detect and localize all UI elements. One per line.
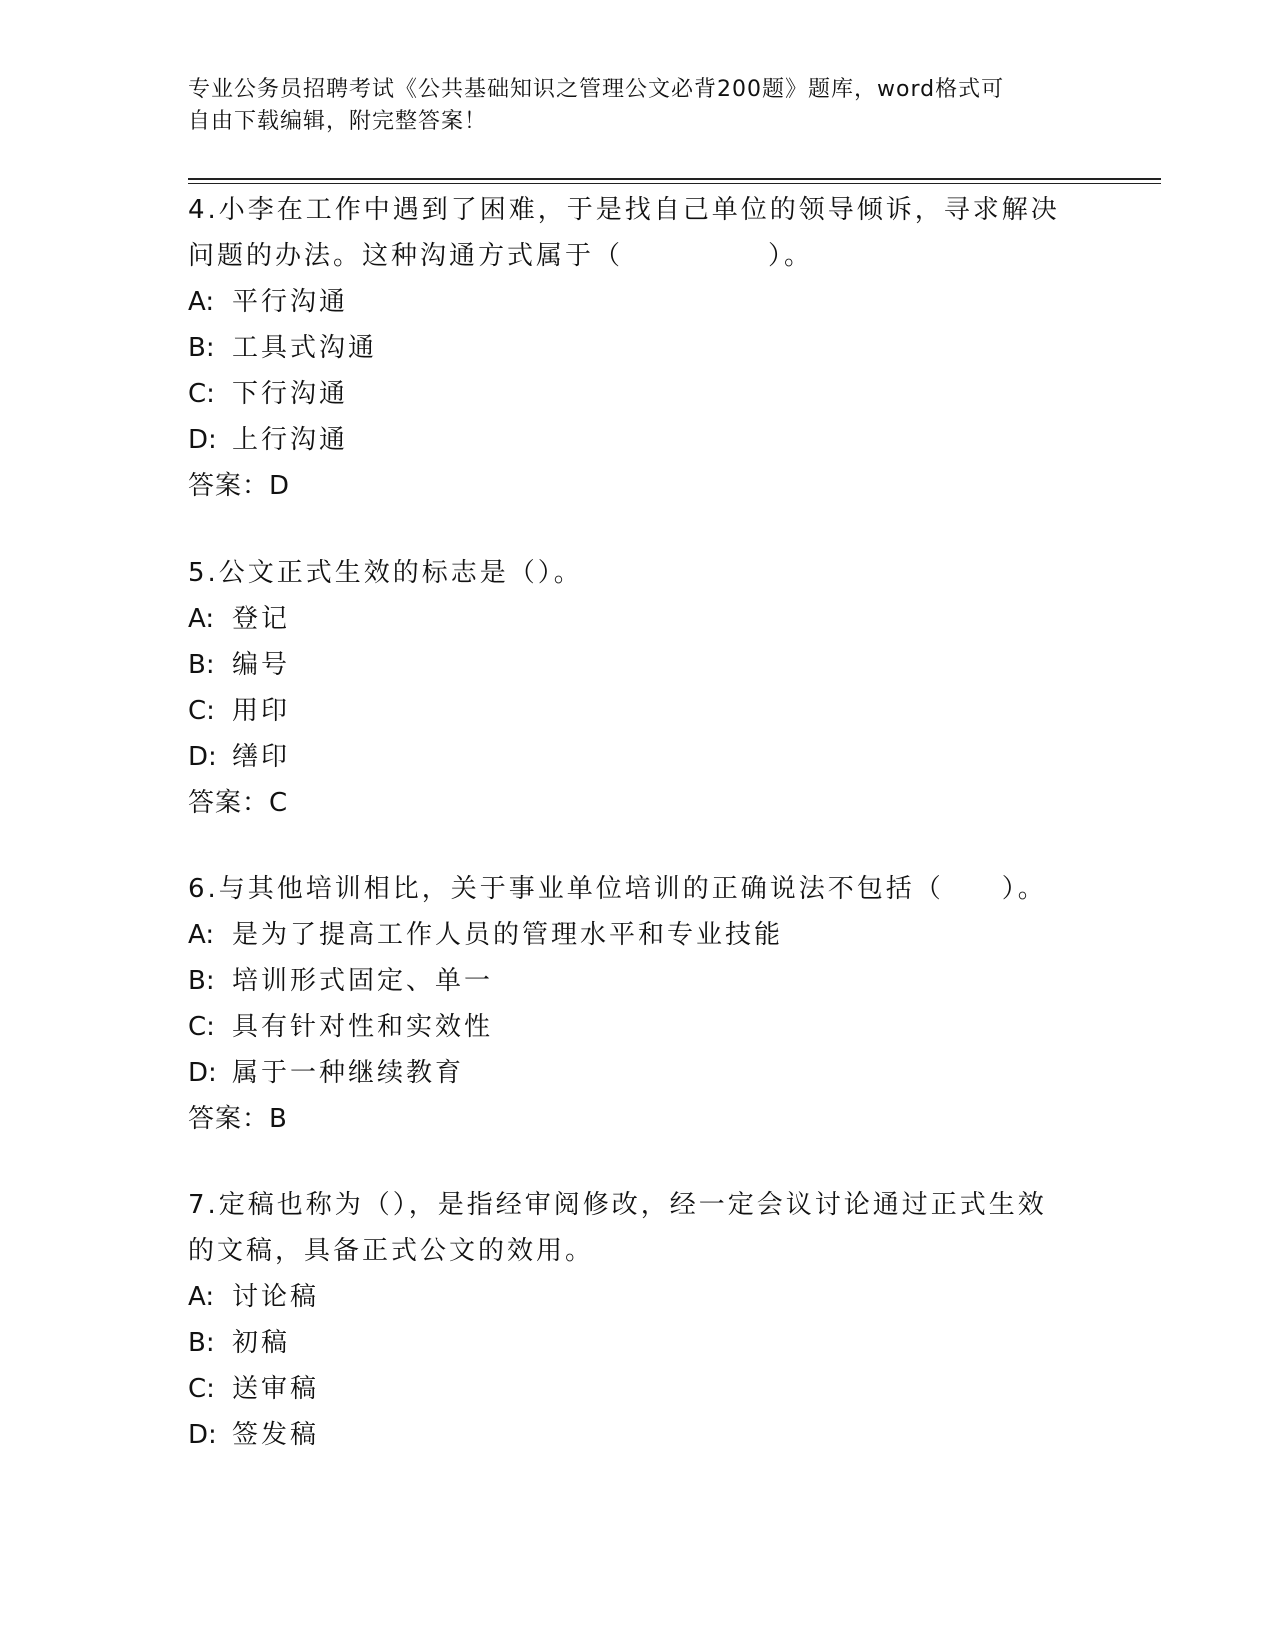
option-a: [188, 912, 1088, 958]
option-d: [188, 1412, 1088, 1458]
option-d: [188, 417, 1088, 463]
option-text: 初稿: [232, 1328, 291, 1358]
option-text: 工具式沟通: [232, 333, 378, 363]
option-text: 用印: [232, 696, 291, 726]
answer-line: 答案：C: [188, 788, 289, 818]
option-letter: B:: [188, 966, 215, 996]
option-text: 编号: [232, 650, 291, 680]
option-a: [188, 596, 1088, 642]
option-letter: A:: [188, 920, 215, 950]
question-text-line-2: 问题的办法。这种沟通方式属于（ ）。: [188, 241, 814, 271]
option-letter: B:: [188, 333, 215, 363]
question-text-line-1: 6.与其他培训相比，关于事业单位培训的正确说法不包括（ ）。: [188, 874, 1047, 904]
option-a: [188, 279, 1088, 325]
option-b: [188, 958, 1088, 1004]
option-d: [188, 734, 1088, 780]
option-text: 登记: [232, 604, 291, 634]
option-letter: C:: [188, 1012, 215, 1042]
option-text: 培训形式固定、单一: [232, 966, 494, 996]
header-divider-thin: [188, 183, 1161, 184]
question-text-line-1: 4.小李在工作中遇到了困难，于是找自己单位的领导倾诉，寻求解决: [188, 195, 1060, 225]
option-letter: D:: [188, 425, 217, 455]
question-text-line-1: 5.公文正式生效的标志是（）。: [188, 558, 583, 588]
option-letter: A:: [188, 1282, 215, 1312]
option-d: [188, 1050, 1088, 1096]
option-b: [188, 1320, 1088, 1366]
option-letter: C:: [188, 696, 215, 726]
header-divider-thick: [188, 178, 1161, 180]
option-letter: D:: [188, 742, 217, 772]
question-7: [188, 1182, 1088, 1458]
option-c: [188, 688, 1088, 734]
option-c: [188, 371, 1088, 417]
option-text: 下行沟通: [232, 379, 349, 409]
option-letter: B:: [188, 1328, 215, 1358]
option-text: 缮印: [232, 742, 291, 772]
question-4: [188, 187, 1088, 509]
option-b: [188, 642, 1088, 688]
question-5: [188, 550, 1088, 826]
option-letter: C:: [188, 379, 215, 409]
answer-line: 答案：B: [188, 1104, 288, 1134]
option-text: 送审稿: [232, 1374, 320, 1404]
option-letter: D:: [188, 1058, 217, 1088]
option-text: 属于一种继续教育: [232, 1058, 465, 1088]
option-c: [188, 1004, 1088, 1050]
answer-line: 答案：D: [188, 471, 291, 501]
option-b: [188, 325, 1088, 371]
option-text: 平行沟通: [232, 287, 349, 317]
option-text: 上行沟通: [232, 425, 349, 455]
header-line-1: 专业公务员招聘考试《公共基础知识之管理公文必背200题》题库，word格式可: [188, 77, 1005, 102]
option-letter: C:: [188, 1374, 215, 1404]
header-line-2: 自由下载编辑，附完整答案！: [188, 109, 488, 134]
option-letter: D:: [188, 1420, 217, 1450]
question-text-line-2: 的文稿，具备正式公文的效用。: [188, 1236, 595, 1266]
option-text: 讨论稿: [232, 1282, 320, 1312]
option-text: 签发稿: [232, 1420, 320, 1450]
option-text: 是为了提高工作人员的管理水平和专业技能: [232, 920, 784, 950]
option-letter: A:: [188, 287, 215, 317]
option-a: [188, 1274, 1088, 1320]
option-letter: B:: [188, 650, 215, 680]
option-text: 具有针对性和实效性: [232, 1012, 494, 1042]
question-text-line-1: 7.定稿也称为（），是指经审阅修改，经一定会议讨论通过正式生效: [188, 1190, 1047, 1220]
option-letter: A:: [188, 604, 215, 634]
option-c: [188, 1366, 1088, 1412]
question-6: [188, 866, 1088, 1142]
document-header: [188, 74, 1068, 138]
